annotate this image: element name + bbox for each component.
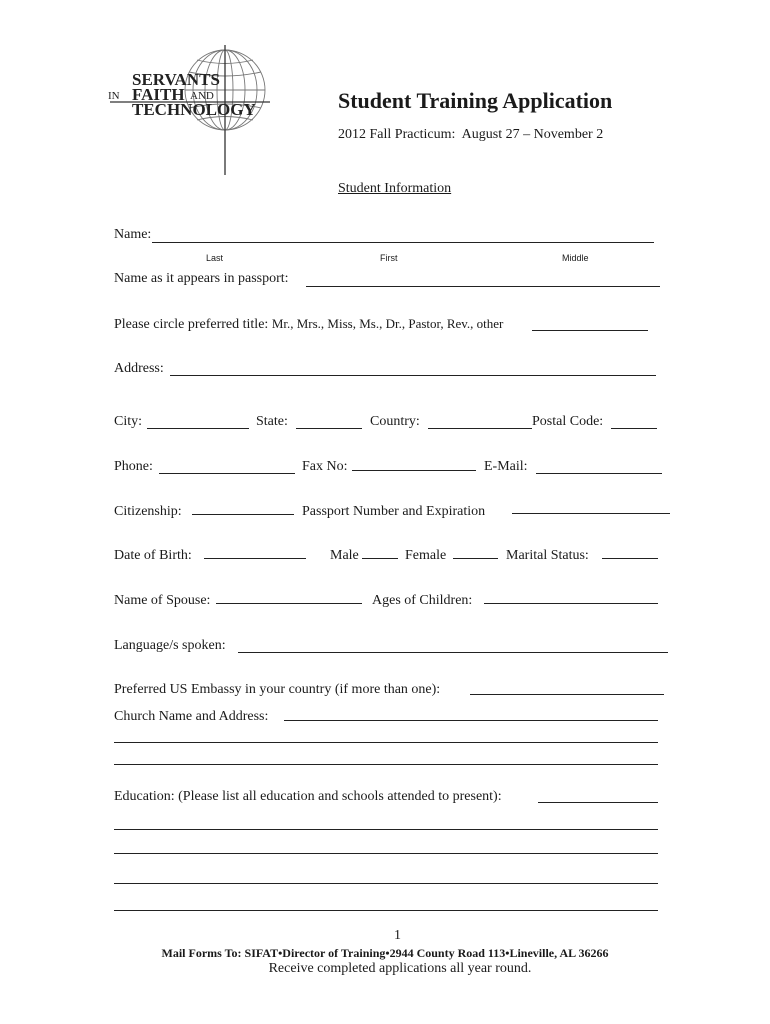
name-last-caption: Last	[206, 253, 224, 263]
country-field[interactable]	[428, 428, 532, 429]
passport-name-label: Name as it appears in passport:	[114, 271, 289, 286]
embassy-field[interactable]	[470, 694, 664, 695]
page-number: 1	[394, 928, 401, 943]
address-field[interactable]	[170, 375, 656, 376]
phone-label: Phone:	[114, 459, 153, 474]
title-pref-label	[114, 316, 503, 333]
title-pref-text: Please circle preferred title:	[114, 317, 269, 332]
address-label: Address:	[114, 361, 164, 376]
footer-note: Receive completed applications all year round.	[268, 961, 532, 976]
dob-label: Date of Birth:	[114, 548, 192, 563]
city-field[interactable]	[147, 428, 249, 429]
male-field[interactable]	[362, 558, 398, 559]
church-field-line-2[interactable]	[114, 742, 658, 743]
mail-to-line: Mail Forms To: SIFAT•Director of Training•2944 County Road 113•Lineville, AL 36266	[161, 946, 609, 960]
citizenship-label: Citizenship:	[114, 504, 182, 519]
phone-field[interactable]	[159, 473, 295, 474]
email-field[interactable]	[536, 473, 662, 474]
section-heading: Student Information	[338, 181, 452, 196]
logo-line-servants: SERVANTS	[132, 70, 220, 89]
education-field-line-4[interactable]	[114, 883, 658, 884]
state-label: State:	[256, 414, 288, 429]
marital-field[interactable]	[602, 558, 658, 559]
church-field-line-3[interactable]	[114, 764, 658, 765]
practicum-dates: 2012 Fall Practicum: August 27 – November 2	[338, 127, 604, 142]
page-title: Student Training Application	[338, 88, 613, 113]
name-middle-caption: Middle	[562, 253, 589, 263]
country-label: Country:	[370, 414, 420, 429]
education-field-line-3[interactable]	[114, 853, 658, 854]
children-label: Ages of Children:	[372, 593, 473, 608]
logo-line-technology: TECHNOLOGY	[132, 100, 256, 119]
name-field[interactable]	[152, 242, 654, 243]
children-field[interactable]	[484, 603, 658, 604]
title-other-field[interactable]	[532, 330, 648, 331]
logo-line-faith: FAITH	[132, 85, 185, 104]
passport-number-label: Passport Number and Expiration	[302, 504, 486, 519]
female-field[interactable]	[453, 558, 498, 559]
female-label: Female	[405, 548, 447, 563]
spouse-label: Name of Spouse:	[114, 593, 211, 608]
logo-line-in: IN	[108, 90, 120, 102]
dob-field[interactable]	[204, 558, 306, 559]
fax-label: Fax No:	[302, 459, 348, 474]
city-label: City:	[114, 414, 143, 429]
fax-field[interactable]	[352, 470, 476, 471]
citizenship-field[interactable]	[192, 514, 294, 515]
church-field[interactable]	[284, 720, 658, 721]
church-label: Church Name and Address:	[114, 709, 269, 724]
name-label: Name:	[114, 227, 152, 242]
languages-label: Language/s spoken:	[114, 638, 226, 653]
passport-number-field[interactable]	[512, 513, 670, 514]
postal-label: Postal Code:	[532, 414, 604, 429]
education-field[interactable]	[538, 802, 658, 803]
name-first-caption: First	[380, 253, 398, 263]
marital-label: Marital Status:	[506, 548, 589, 563]
education-label: Education: (Please list all education and schools attended to present):	[114, 789, 502, 804]
embassy-label: Preferred US Embassy in your country (if more than one):	[114, 682, 441, 697]
email-label: E-Mail:	[484, 459, 528, 474]
spouse-field[interactable]	[216, 603, 362, 604]
logo-line-and: AND	[190, 90, 214, 102]
title-pref-options[interactable]: Mr., Mrs., Miss, Ms., Dr., Pastor, Rev., other	[271, 316, 504, 331]
education-field-line-2[interactable]	[114, 829, 658, 830]
logo	[100, 40, 280, 180]
languages-field[interactable]	[238, 652, 668, 653]
state-field[interactable]	[296, 428, 362, 429]
passport-name-field[interactable]	[306, 286, 660, 287]
education-field-line-5[interactable]	[114, 910, 658, 911]
male-label: Male	[330, 548, 359, 563]
postal-field[interactable]	[611, 428, 657, 429]
